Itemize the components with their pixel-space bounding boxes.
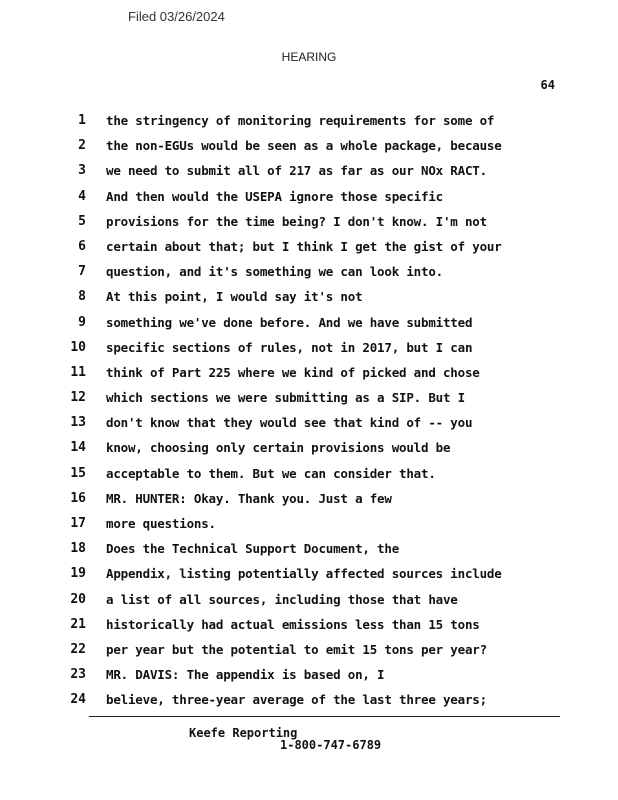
line-text: know, choosing only certain provisions would be [106,440,451,456]
transcript-line [0,236,618,261]
transcript-body [0,110,618,715]
line-text: MR. HUNTER: Okay. Thank you. Just a few [106,490,392,506]
line-text: per year but the potential to emit 15 tons per year? [106,641,487,657]
line-number: 2 [78,138,86,154]
footer-divider [89,716,560,717]
line-number: 14 [70,440,86,456]
line-text: we need to submit all of 217 as far as our NOx RACT. [106,163,487,179]
line-number: 17 [70,516,86,531]
transcript-line [0,589,618,614]
line-text: certain about that; but I think I get the gist of your [106,238,502,254]
line-text: which sections we were submitting as a SIP. But I [106,390,465,406]
line-number: 12 [70,390,86,406]
line-number: 24 [70,692,86,708]
line-number: 6 [78,238,86,254]
transcript-line [0,261,618,286]
transcript-line [0,211,618,236]
line-text: a list of all sources, including those that have [106,591,458,607]
line-text: the non-EGUs would be seen as a whole package, because [106,138,502,154]
transcript-line [0,412,618,437]
transcript-line [0,437,618,462]
line-number: 16 [70,490,86,506]
line-text: And then would the USEPA ignore those specific [106,188,443,204]
transcript-line [0,337,618,362]
line-text: provisions for the time being? I don't know. I'm not [106,213,487,229]
transcript-line [0,614,618,639]
line-text: more questions. [106,516,216,531]
line-number: 9 [78,314,86,330]
line-text: acceptable to them. But we can consider that. [106,465,436,481]
line-text: specific sections of rules, not in 2017, but I can [106,339,473,355]
line-text: Does the Technical Support Document, the [106,541,400,557]
filed-date: Filed 03/26/2024 [128,9,225,24]
line-number: 13 [70,415,86,431]
reporter-company: Keefe Reporting [189,726,298,740]
line-number: 10 [70,339,86,355]
line-number: 3 [78,163,86,179]
line-text: question, and it's something we can look into. [106,264,443,280]
transcript-line [0,312,618,337]
line-text: MR. DAVIS: The appendix is based on, I [106,667,385,683]
page-number: 64 [540,78,555,92]
transcript-line [0,160,618,185]
line-number: 11 [70,364,86,380]
line-text: At this point, I would say it's not [106,289,363,305]
transcript-line [0,463,618,488]
line-number: 18 [70,541,86,557]
line-number: 23 [70,667,86,683]
transcript-line [0,488,618,513]
line-number: 5 [78,213,86,229]
line-text: Appendix, listing potentially affected sources include [106,566,502,582]
transcript-line [0,387,618,412]
transcript-line [0,286,618,311]
transcript-line [0,689,618,714]
line-text: believe, three-year average of the last three years; [106,692,487,708]
line-number: 8 [78,289,86,305]
transcript-line [0,135,618,160]
transcript-line [0,664,618,689]
page-title: HEARING [281,50,337,64]
line-text: think of Part 225 where we kind of picked and chose [106,364,480,380]
reporter-phone: 1-800-747-6789 [280,738,382,752]
line-number: 4 [78,188,86,204]
transcript-line [0,563,618,588]
line-number: 15 [70,465,86,481]
line-text: don't know that they would see that kind of -- you [106,415,473,431]
line-number: 20 [70,591,86,607]
transcript-line [0,513,618,538]
transcript-line [0,639,618,664]
line-text: historically had actual emissions less than 15 tons [106,616,480,632]
transcript-line [0,538,618,563]
line-text: something we've done before. And we have submitted [106,314,473,330]
line-number: 1 [78,113,86,128]
line-number: 22 [70,641,86,657]
transcript-line [0,362,618,387]
transcript-line [0,110,618,135]
line-number: 21 [70,616,86,632]
line-number: 7 [78,264,86,280]
transcript-line [0,186,618,211]
line-text: the stringency of monitoring requirements for some of [106,113,495,128]
line-number: 19 [70,566,86,582]
